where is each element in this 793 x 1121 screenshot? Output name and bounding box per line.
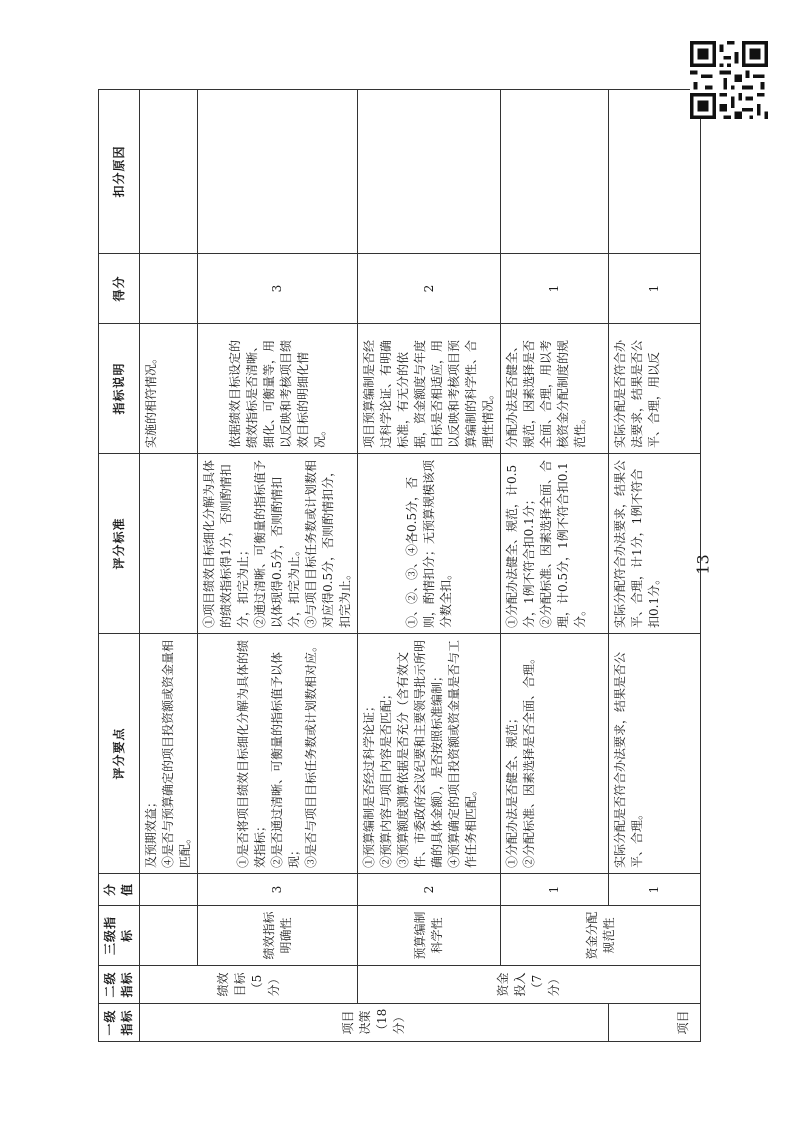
- header-points: 评分要点: [99, 634, 140, 874]
- level2-cell: 绩效目标（5分）: [140, 966, 358, 1004]
- standard-cell: 实际分配符合办法要求，结果公平、合理，计1分，1例不符合扣0.1分。: [609, 454, 701, 634]
- header-level3: 三级指标: [99, 906, 140, 966]
- points-cell: ①预算编制是否经过科学论证； ②预算内容与项目内容是否匹配； ③预算额度测算依据是否充分（含有效文件、市委政府会议纪要和主要领导批示所明确的具体金额），是否按照标准编制； ④预算确定的项目投资额或资金量是否与工作任务相匹配。: [358, 634, 501, 874]
- desc-cell: 项目预算编制是否经过科学论证、有明确标准，有无分的依据，资金额度与年度目标是否相适应，用以反映和考核项目预算编制的科学性、合理性情况。: [358, 324, 501, 454]
- header-row: [99, 90, 140, 1042]
- header-description: 指标说明: [99, 324, 140, 454]
- header-score: 得分: [99, 254, 140, 324]
- table-row: [358, 90, 501, 1042]
- points-cell: 及预期效益； ④是否与预算确定的项目投资额或资金量相匹配。: [140, 634, 198, 874]
- header-level1: 一级指标: [99, 1004, 140, 1042]
- points-cell: 实际分配是否符合办法要求，结果是否公平、合理。: [609, 634, 701, 874]
- level1-cell: 项目决策（18分）: [140, 1004, 609, 1042]
- header-level2: 二级指标: [99, 966, 140, 1004]
- value-cell: 2: [358, 874, 501, 906]
- desc-cell: 分配办法是否健全、规范，因素选择是否全面、合理，用以考核资金分配制度的规范性。: [501, 324, 609, 454]
- qr-code: [690, 41, 768, 119]
- desc-cell: 实施的相符情况。: [140, 324, 198, 454]
- rotated-table-page: [98, 90, 690, 1042]
- level3-cell: 预算编制科学性: [358, 906, 501, 966]
- desc-cell: 依据绩效目标设定的绩效指标是否清晰、细化、可衡量等，用以反映和考核项目绩效目标的明细化情况。: [198, 324, 358, 454]
- value-cell: 3: [198, 874, 358, 906]
- table-row: [140, 90, 198, 1042]
- desc-cell: 实际分配是否符合办法要求，结果是否公平、合理，用以反: [609, 324, 701, 454]
- header-value: 分值: [99, 874, 140, 906]
- level1-cell: 项目: [609, 1004, 701, 1042]
- table-row: [198, 90, 358, 1042]
- header-standard: 评分标准: [99, 454, 140, 634]
- header-reason: 扣分原因: [99, 90, 140, 254]
- standard-cell: ①分配办法健全、规范，计0.5分，1例不符合扣0.1分； ②分配标准、因素选择全面、合理，计0.5分，1例不符合扣0.1分。: [501, 454, 609, 634]
- evaluation-table: [98, 89, 701, 1042]
- score-cell: 1: [501, 254, 609, 324]
- level2-cell: 资金投入（7分）: [358, 966, 701, 1004]
- points-cell: ①分配办法是否健全、规范； ②分配标准、因素选择是否全面、合理。: [501, 634, 609, 874]
- table-row: [501, 90, 609, 1042]
- table-row: [609, 90, 701, 1042]
- level3-cell: 绩效指标明确性: [198, 906, 358, 966]
- page-number: 13: [693, 554, 713, 575]
- value-cell: 1: [501, 874, 609, 906]
- standard-cell: ①、②、③、④各0.5分，否则，酌情扣分；无预算规模该项分数全扣。: [358, 454, 501, 634]
- score-cell: 3: [198, 254, 358, 324]
- standard-cell: ①项目绩效目标细化分解为具体的绩效指标得1分，否则酌情扣分，扣完为止； ②通过清晰、可衡量的指标值予以体现得0.5分，否则酌情扣分，扣完为止。 ③与项目目标任务数或计划数相对应得0.5分，否则酌情扣分，扣完为止。: [198, 454, 358, 634]
- score-cell: 2: [358, 254, 501, 324]
- value-cell: 1: [609, 874, 701, 906]
- score-cell: 1: [609, 254, 701, 324]
- level3-cell: 资金分配规范性: [501, 906, 701, 966]
- points-cell: ①是否将项目绩效目标细化分解为具体的绩效指标； ②是否通过清晰、可衡量的指标值予以体现； ③是否与项目目标任务数或计划数相对应。: [198, 634, 358, 874]
